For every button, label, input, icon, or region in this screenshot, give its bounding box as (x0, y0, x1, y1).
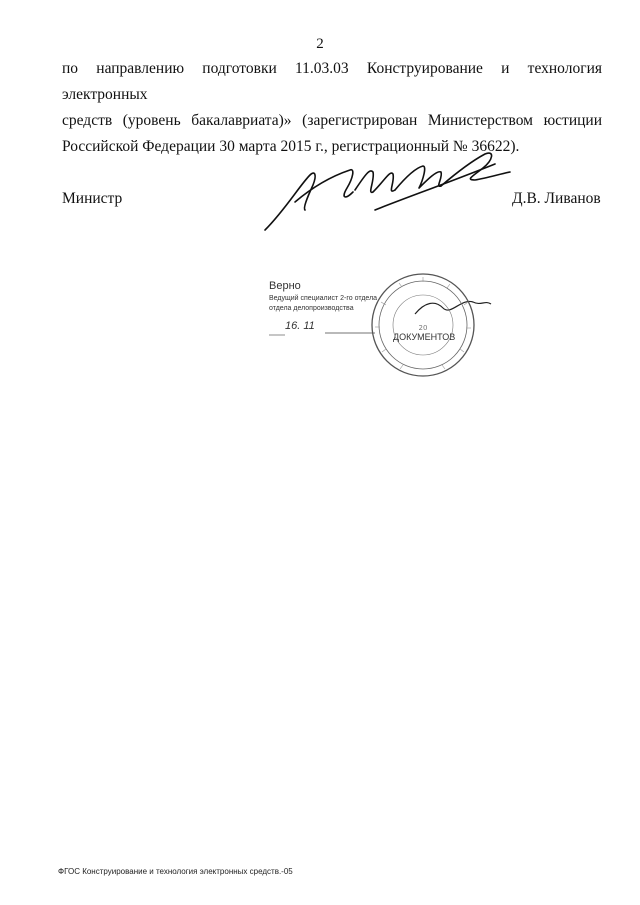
body-line-3: Российской Федерации 30 марта 2015 г., регистрационный № 36622). (62, 138, 520, 155)
body-line-2: средств (уровень бакалавриата)» (зарегистрирован Министерством юстиции (62, 112, 602, 129)
stamp-position-line-1: Ведущий специалист 2-го отдела (269, 295, 378, 302)
handwritten-signature (255, 140, 515, 240)
minister-name: Д.В. Ливанов (512, 190, 601, 207)
page-number: 2 (316, 36, 324, 52)
footer-text: ФГОС Конструирование и технология электронных средств.-05 (58, 867, 293, 876)
minister-title: Министр (62, 190, 123, 207)
body-line-1: по направлению подготовки 11.03.03 Конструирование и технология электронных (62, 60, 602, 103)
stamp-dokumentov: ДОКУМЕНТОВ (393, 332, 456, 342)
round-seal (370, 272, 476, 378)
stamp-date: 16. 11 (285, 320, 315, 332)
stamp-position-line-2: отдела делопроизводства (269, 305, 354, 312)
svg-text:20: 20 (418, 324, 428, 332)
stamp-verno: Верно (269, 280, 301, 292)
